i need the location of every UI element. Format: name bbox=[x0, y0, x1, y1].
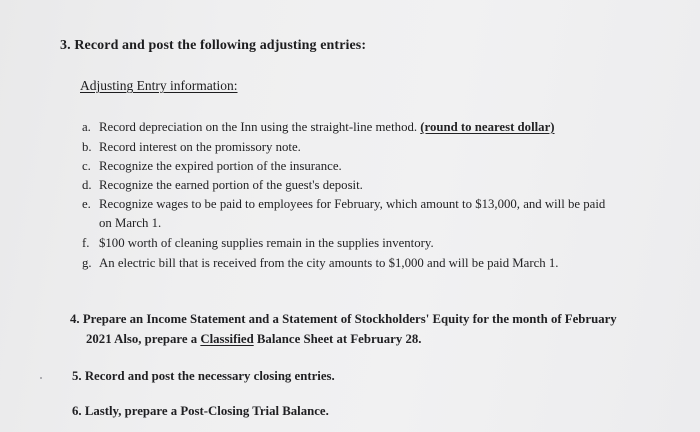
item-letter: g. bbox=[82, 256, 92, 270]
section-6-number: 6. bbox=[72, 404, 82, 418]
section-4-line-1 bbox=[70, 312, 617, 327]
adjusting-item-d bbox=[82, 178, 363, 193]
section-3-heading bbox=[60, 38, 366, 54]
section-4-line-2 bbox=[86, 332, 421, 347]
item-text: Record depreciation on the Inn using the straight-line method. bbox=[99, 120, 421, 134]
item-text: An electric bill that is received from the city amounts to $1,000 and will be paid March 1. bbox=[99, 256, 559, 270]
section-5 bbox=[72, 369, 335, 384]
item-letter: f. bbox=[82, 236, 90, 250]
section-5-number: 5. bbox=[72, 369, 82, 383]
adjusting-item-b bbox=[82, 140, 301, 155]
item-letter: d. bbox=[82, 178, 92, 192]
section-4-text-post: Balance Sheet at February 28. bbox=[253, 332, 422, 346]
adjusting-item-c bbox=[82, 159, 342, 174]
section-5-text: Record and post the necessary closing entries. bbox=[84, 369, 335, 383]
section-6 bbox=[72, 404, 329, 419]
adjusting-item-a bbox=[82, 120, 555, 135]
rounding-note: (round to nearest dollar) bbox=[420, 120, 555, 134]
item-text: Recognize wages to be paid to employees for February, which amount to $13,000, and will be paid bbox=[99, 197, 606, 211]
section-3-number: 3. bbox=[60, 38, 71, 53]
section-3-title: Record and post the following adjusting entries: bbox=[74, 38, 367, 53]
section-4-number: 4. bbox=[70, 312, 80, 326]
adjusting-item-f bbox=[82, 236, 434, 251]
section-6-text: Lastly, prepare a Post-Closing Trial Balance. bbox=[84, 404, 329, 418]
item-letter: c. bbox=[82, 159, 91, 173]
section-4-text-line-1: Prepare an Income Statement and a Statement of Stockholders' Equity for the month of February bbox=[82, 312, 617, 326]
adjusting-item-e bbox=[82, 197, 605, 212]
classified-underlined: Classified bbox=[200, 332, 254, 346]
item-text: $100 worth of cleaning supplies remain in the supplies inventory. bbox=[99, 236, 434, 250]
item-text: Record interest on the promissory note. bbox=[99, 140, 301, 154]
adjusting-entry-subheading: Adjusting Entry information: bbox=[80, 78, 238, 93]
adjusting-item-g bbox=[82, 256, 559, 271]
item-letter: b. bbox=[82, 140, 92, 154]
item-text: Recognize the expired portion of the insurance. bbox=[99, 159, 342, 173]
item-letter: e. bbox=[82, 197, 91, 211]
stray-dot bbox=[40, 377, 42, 379]
item-text: Recognize the earned portion of the guest's deposit. bbox=[99, 178, 363, 192]
adjusting-item-e-continuation: on March 1. bbox=[99, 216, 162, 230]
item-letter: a. bbox=[82, 120, 91, 134]
section-4-text-pre: 2021 Also, prepare a bbox=[86, 332, 201, 346]
